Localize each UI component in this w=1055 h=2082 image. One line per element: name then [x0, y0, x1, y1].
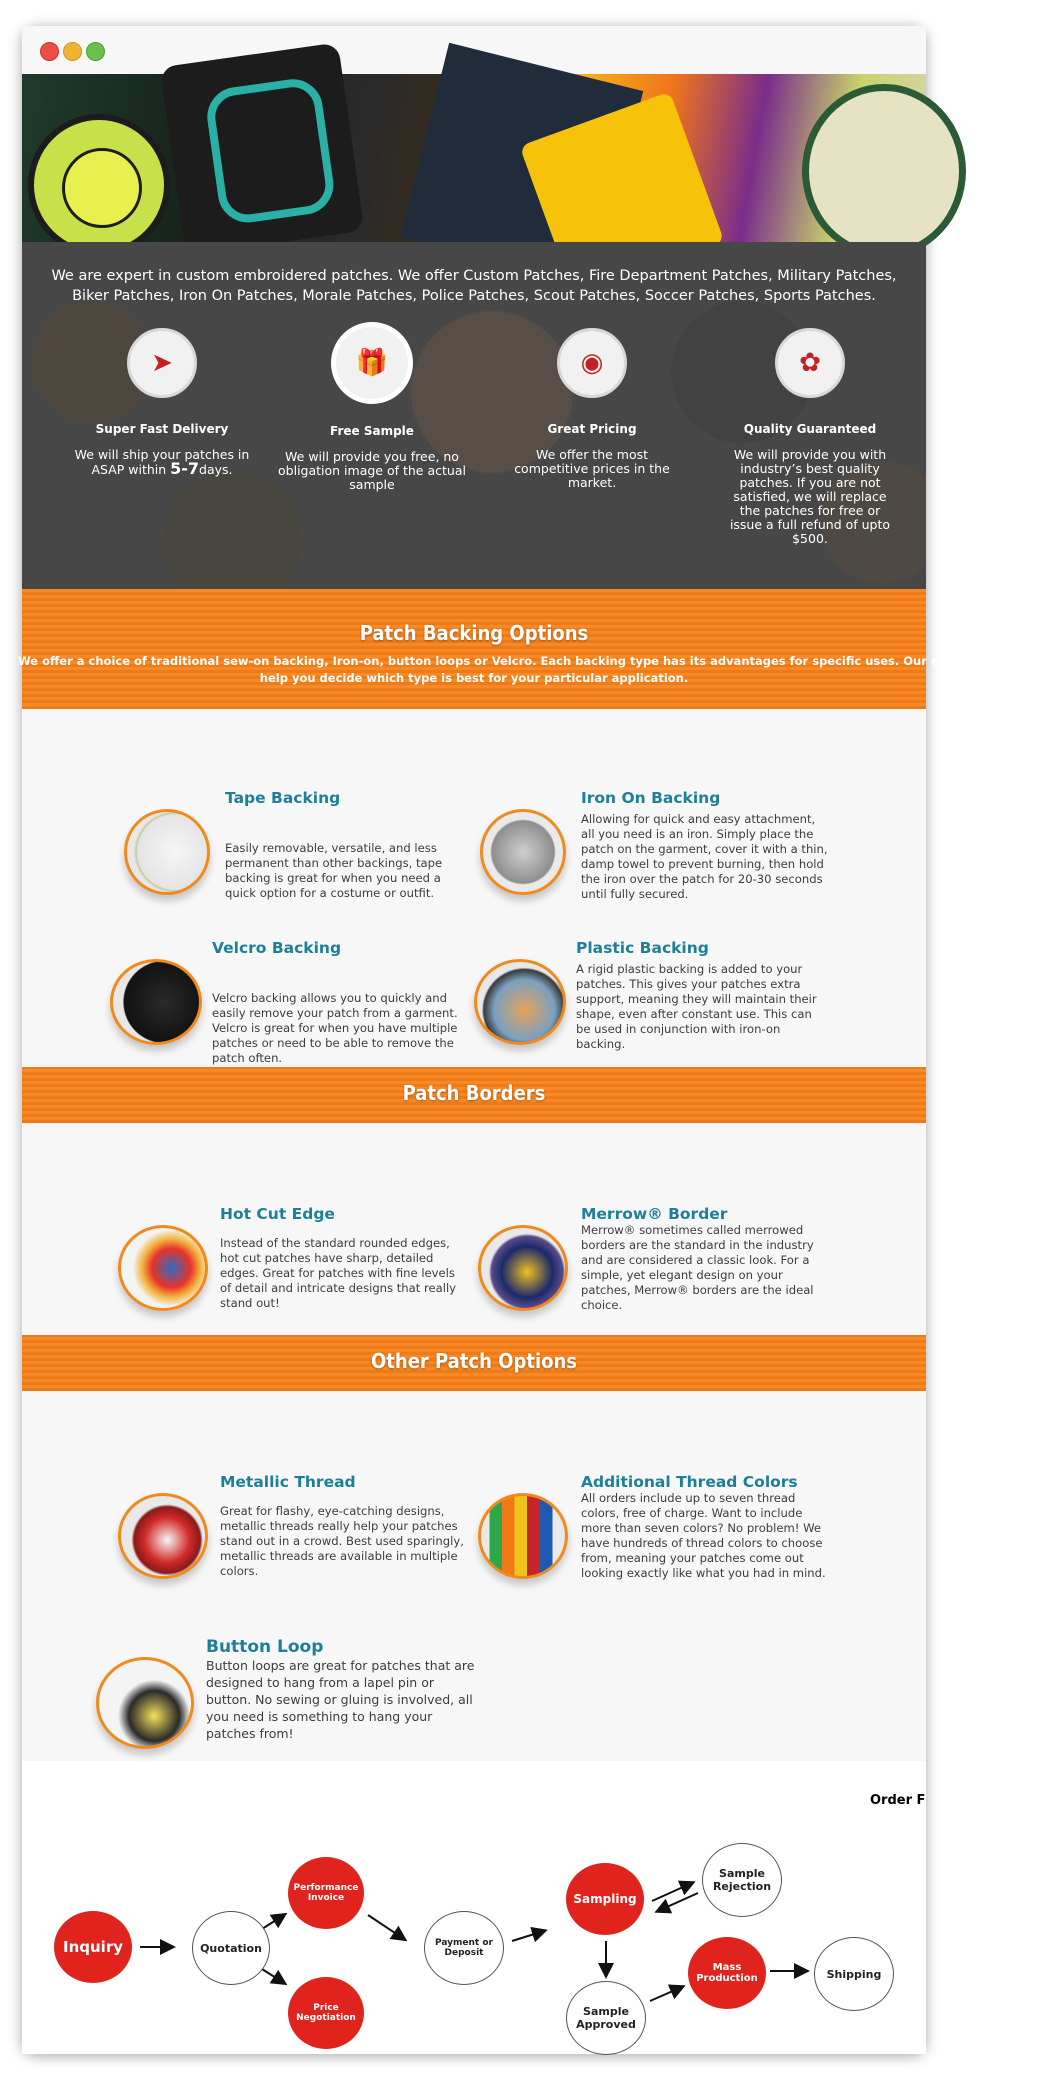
process-arrows	[22, 1761, 926, 2054]
backing-options-banner	[18, 589, 1055, 709]
feature-free-sample	[272, 328, 472, 492]
hero-patches-image	[22, 74, 926, 242]
feature-desc: We will ship your patches in ASAP within 5-7days.	[74, 447, 250, 478]
item-desc: Merrow® sometimes called merrowed borders are the standard in the industry and are considered a classic look. For a simple, yet elegant design on your patches, Merrow® borders are the ideal choice.	[581, 1223, 814, 1312]
price-tag-icon: ◉	[557, 328, 627, 398]
feature-desc: We will provide you with industry’s best quality patches. If you are not satisfied, we will replace the patches for free or issue a full refund of upto $500.	[729, 447, 891, 546]
award-ribbon-icon: ✿	[775, 328, 845, 398]
minimize-window-button[interactable]	[63, 42, 82, 61]
tape-backing-image	[124, 809, 210, 895]
other-items-section	[22, 1391, 926, 1761]
node-mass-production: Mass Production	[688, 1937, 766, 2009]
feature-title: Free Sample	[330, 424, 414, 438]
item-title: Hot Cut Edge	[220, 1205, 335, 1223]
item-title: Velcro Backing	[212, 939, 342, 957]
velcro-backing-image	[110, 959, 202, 1045]
browser-window	[18, 26, 1055, 2054]
node-inquiry: Inquiry	[54, 1911, 132, 1983]
feature-great-pricing	[492, 328, 692, 490]
intro-text: We are expert in custom embroidered patches. We offer Custom Patches, Fire Department Patches, Military Patches, Biker Patches, Iron On Patches, Morale Patches, Police Patches, Scout Patches, Soccer Patches, Sports Patches.	[51, 268, 897, 304]
item-desc: Instead of the standard rounded edges, hot cut patches have sharp, detailed edges. Great for patches with fine levels of detail and intricate designs that really stand out!	[220, 1236, 457, 1310]
order-process-diagram	[22, 1761, 926, 2054]
node-sample-approved: Sample Approved	[566, 1981, 646, 2055]
item-title: Merrow® Border	[581, 1205, 728, 1223]
node-price-negotiation: Price Negotiation	[288, 1977, 364, 2049]
item-title: Plastic Backing	[576, 939, 709, 957]
section-desc-line1: We offer a choice of traditional sew-on backing, Iron-on, button loops or Velcro. Each backing type has its advantages for specific uses. Our experienced staff c	[18, 654, 1055, 668]
button-loop-image	[96, 1657, 194, 1749]
feature-title: Quality Guaranteed	[743, 422, 877, 436]
node-sample-rejection: Sample Rejection	[702, 1843, 782, 1917]
item-title: Metallic Thread	[220, 1473, 356, 1491]
feature-title: Great Pricing	[547, 422, 637, 436]
item-title: Tape Backing	[225, 789, 341, 807]
maximize-window-button[interactable]	[86, 42, 105, 61]
patch-borders-banner	[22, 1067, 926, 1123]
hot-cut-edge-image	[118, 1225, 208, 1311]
plastic-backing-image	[474, 959, 566, 1045]
thread-colors-image	[478, 1493, 568, 1579]
feature-desc: We offer the most competitive prices in the market.	[514, 447, 670, 490]
metallic-thread-image	[118, 1493, 208, 1579]
feature-desc: We will provide you free, no obligation image of the actual sample	[278, 449, 466, 492]
running-man-icon: ➤	[127, 328, 197, 398]
gift-icon: 🎁	[331, 322, 413, 404]
node-performance-invoice: Performance Invoice	[288, 1857, 364, 1929]
section-title: Patch Borders	[402, 1081, 546, 1105]
feature-title: Super Fast Delivery	[95, 422, 229, 436]
item-title: Additional Thread Colors	[581, 1473, 798, 1491]
node-payment-or-deposit: Payment or Deposit	[424, 1911, 504, 1985]
section-desc-line2: help you decide which type is best for your particular application.	[259, 671, 689, 685]
node-sampling: Sampling	[566, 1863, 644, 1935]
item-desc: All orders include up to seven thread colors, free of charge. Want to include more than seven colors? No problem! We have hundreds of thread colors to choose from, meaning your patches come out looking exactly like what you had in mind.	[581, 1491, 826, 1580]
close-window-button[interactable]	[40, 42, 59, 61]
borders-items-section	[22, 1123, 926, 1335]
item-desc: Button loops are great for patches that are designed to hang from a lapel pin or button. No sewing or gluing is involved, all you need is something to hang your patches from!	[206, 1658, 475, 1741]
feature-quality-guaranteed	[710, 328, 910, 546]
merrow-border-image	[478, 1225, 568, 1311]
node-quotation: Quotation	[192, 1911, 270, 1985]
item-title: Iron On Backing	[581, 789, 721, 807]
feature-fast-delivery	[62, 328, 262, 477]
item-desc: Allowing for quick and easy attachment, all you need is an iron. Simply place the patch on the garment, cover it with a thin, damp towel to prevent burning, then hold the iron over the patch for 20-30 seconds until fully secured.	[581, 812, 828, 901]
section-title: Other Patch Options	[370, 1349, 577, 1373]
item-title: Button Loop	[206, 1637, 324, 1657]
features-section	[22, 242, 926, 589]
section-title: Patch Backing Options	[359, 621, 589, 645]
other-options-banner	[22, 1335, 926, 1391]
item-desc: Velcro backing allows you to quickly and easily remove your patch from a garment. Velcro is great for when you have multiple patches or need to be able to remove the patch often.	[212, 991, 458, 1065]
process-title: Order F	[870, 1793, 926, 1808]
node-shipping: Shipping	[814, 1937, 894, 2011]
item-desc: A rigid plastic backing is added to your patches. This gives your patches extra support, meaning they will maintain their shape, even after constant use. This can be used in conjunction with iron-on backing.	[576, 962, 817, 1051]
iron-on-backing-image	[480, 809, 566, 895]
item-desc: Great for flashy, eye-catching designs, metallic threads really help your patches stand out in a crowd. Best used sparingly, metallic threads are available in multiple colors.	[220, 1504, 464, 1578]
item-desc: Easily removable, versatile, and less permanent than other backings, tape backing is great for when you need a quick option for a costume or outfit.	[225, 841, 443, 900]
backing-items-section	[22, 709, 926, 1079]
